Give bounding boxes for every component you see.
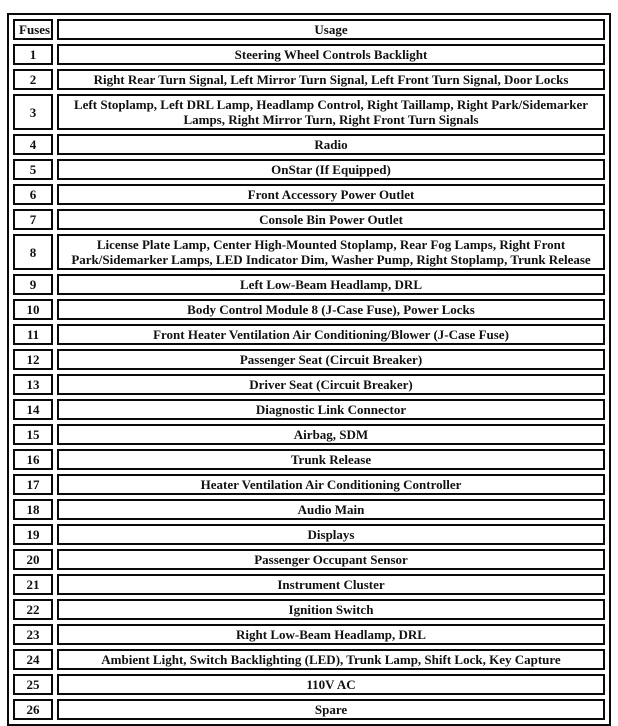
fuse-number-cell: 24 (13, 649, 53, 670)
table-row (13, 599, 605, 620)
fuse-number-cell: 2 (13, 69, 53, 90)
table-row (13, 274, 605, 295)
fuse-usage-cell: Instrument Cluster (57, 574, 605, 595)
table-row (13, 69, 605, 90)
fuse-number-cell: 8 (13, 234, 53, 270)
fuse-number-cell: 1 (13, 44, 53, 65)
fuse-usage-cell: Heater Ventilation Air Conditioning Controller (57, 474, 605, 495)
fuse-usage-cell: 110V AC (57, 674, 605, 695)
table-row (13, 549, 605, 570)
fuse-number-cell: 21 (13, 574, 53, 595)
fuse-usage-cell: Passenger Seat (Circuit Breaker) (57, 349, 605, 370)
fuse-usage-cell: Driver Seat (Circuit Breaker) (57, 374, 605, 395)
table-row (13, 649, 605, 670)
table-row (13, 324, 605, 345)
table-row (13, 399, 605, 420)
table-header-row (13, 19, 605, 40)
table-row (13, 624, 605, 645)
fuse-usage-cell: Diagnostic Link Connector (57, 399, 605, 420)
fuse-number-cell: 3 (13, 94, 53, 130)
table-row (13, 184, 605, 205)
fuse-usage-cell: Right Low-Beam Headlamp, DRL (57, 624, 605, 645)
fuse-usage-cell: Spare (57, 699, 605, 720)
fuse-number-cell: 22 (13, 599, 53, 620)
fuse-number-cell: 20 (13, 549, 53, 570)
fuse-number-cell: 19 (13, 524, 53, 545)
fuse-usage-cell: Passenger Occupant Sensor (57, 549, 605, 570)
fuse-usage-cell: Airbag, SDM (57, 424, 605, 445)
fuse-number-cell: 10 (13, 299, 53, 320)
fuse-usage-cell: Ignition Switch (57, 599, 605, 620)
table-row (13, 474, 605, 495)
usage-column-header: Usage (57, 19, 605, 40)
fuse-number-cell: 15 (13, 424, 53, 445)
fuse-number-cell: 12 (13, 349, 53, 370)
table-row (13, 574, 605, 595)
fuse-usage-cell: Radio (57, 134, 605, 155)
fuse-number-cell: 23 (13, 624, 53, 645)
fuse-usage-cell: Left Stoplamp, Left DRL Lamp, Headlamp Control, Right Taillamp, Right Park/Sidemarker Lamps, Right Mirror Turn, Right Front Turn Signals (57, 94, 605, 130)
fuse-number-cell: 6 (13, 184, 53, 205)
fuse-number-cell: 11 (13, 324, 53, 345)
fuse-usage-table (7, 13, 611, 726)
fuse-usage-cell: License Plate Lamp, Center High-Mounted Stoplamp, Rear Fog Lamps, Right Front Park/Sidemarker Lamps, LED Indicator Dim, Washer Pump, Right Stoplamp, Trunk Release (57, 234, 605, 270)
table-row (13, 349, 605, 370)
table-row (13, 699, 605, 720)
fuse-number-cell: 17 (13, 474, 53, 495)
table-row (13, 159, 605, 180)
table-row (13, 449, 605, 470)
fuse-usage-cell: Console Bin Power Outlet (57, 209, 605, 230)
fuse-usage-cell: Audio Main (57, 499, 605, 520)
fuse-number-cell: 18 (13, 499, 53, 520)
table-row (13, 424, 605, 445)
fuse-number-cell: 16 (13, 449, 53, 470)
fuse-usage-cell: Front Accessory Power Outlet (57, 184, 605, 205)
table-row (13, 209, 605, 230)
fuses-column-header: Fuses (13, 19, 53, 40)
fuse-usage-cell: Steering Wheel Controls Backlight (57, 44, 605, 65)
fuse-table-body (13, 44, 605, 720)
fuse-usage-cell: Trunk Release (57, 449, 605, 470)
fuse-number-cell: 9 (13, 274, 53, 295)
fuse-usage-cell: Left Low-Beam Headlamp, DRL (57, 274, 605, 295)
table-row (13, 299, 605, 320)
table-row (13, 94, 605, 130)
fuse-usage-cell: Body Control Module 8 (J-Case Fuse), Power Locks (57, 299, 605, 320)
fuse-number-cell: 5 (13, 159, 53, 180)
fuse-number-cell: 7 (13, 209, 53, 230)
table-row (13, 499, 605, 520)
fuse-number-cell: 13 (13, 374, 53, 395)
fuse-number-cell: 14 (13, 399, 53, 420)
fuse-number-cell: 4 (13, 134, 53, 155)
fuse-usage-cell: OnStar (If Equipped) (57, 159, 605, 180)
fuse-usage-cell: Right Rear Turn Signal, Left Mirror Turn Signal, Left Front Turn Signal, Door Locks (57, 69, 605, 90)
table-row (13, 524, 605, 545)
table-row (13, 44, 605, 65)
fuse-usage-cell: Ambient Light, Switch Backlighting (LED), Trunk Lamp, Shift Lock, Key Capture (57, 649, 605, 670)
fuse-usage-cell: Front Heater Ventilation Air Conditioning/Blower (J-Case Fuse) (57, 324, 605, 345)
fuse-number-cell: 25 (13, 674, 53, 695)
table-row (13, 234, 605, 270)
table-row (13, 374, 605, 395)
table-row (13, 134, 605, 155)
fuse-number-cell: 26 (13, 699, 53, 720)
table-row (13, 674, 605, 695)
fuse-usage-cell: Displays (57, 524, 605, 545)
